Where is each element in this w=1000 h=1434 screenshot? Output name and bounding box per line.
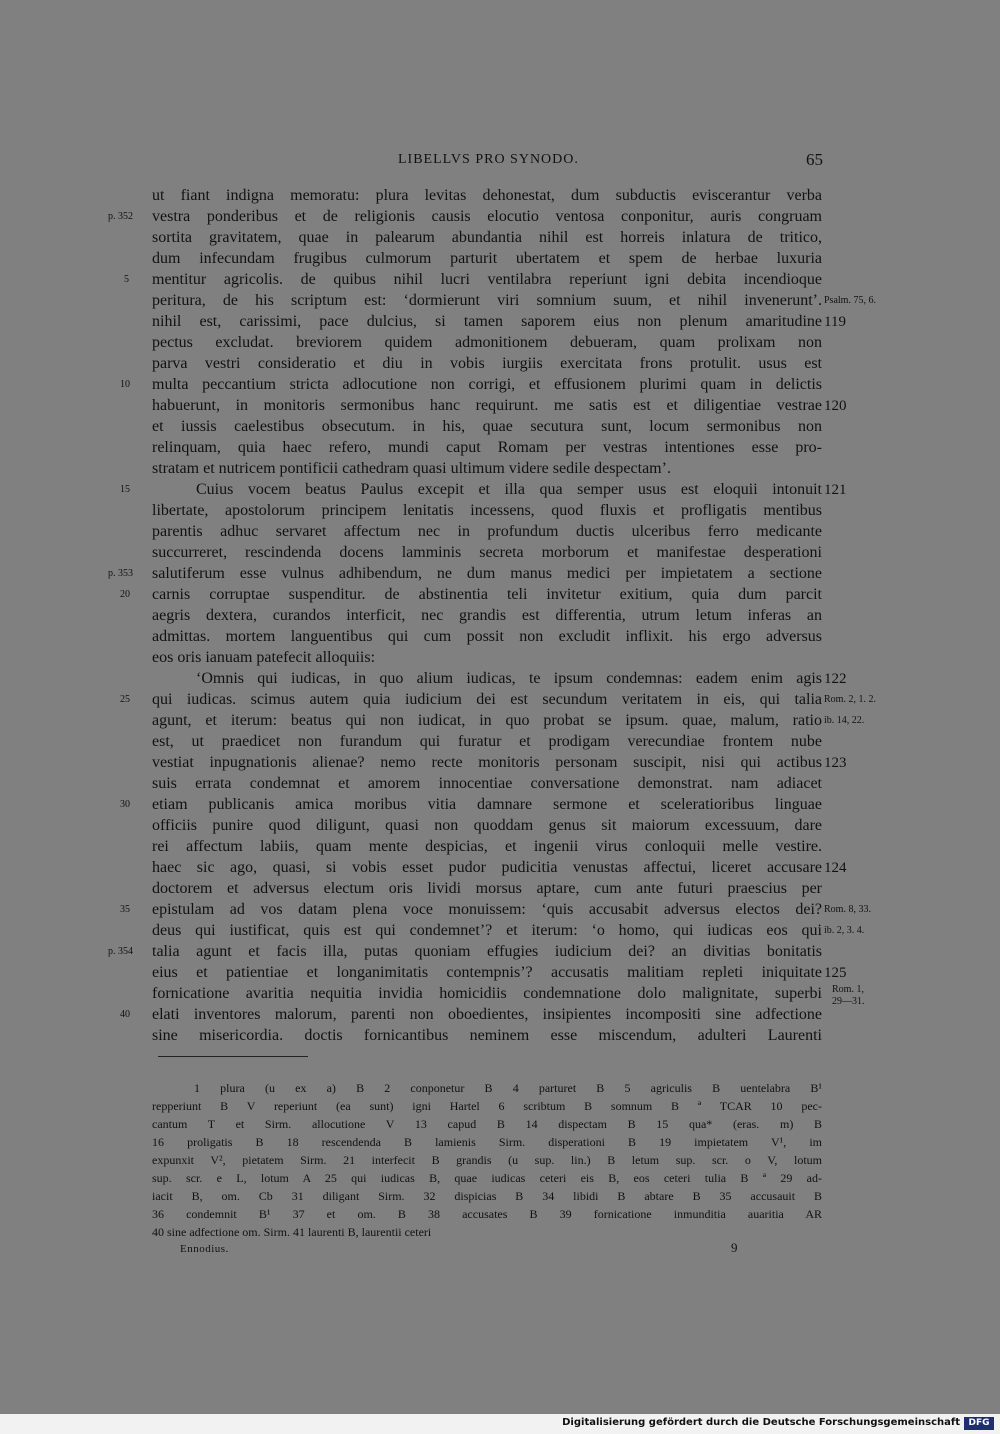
text-line: fornicatione avaritia nequitia invidia homicidiis condemnatione dolo malignitate, superbi [152, 985, 822, 1002]
section-number: 119 [824, 314, 846, 330]
text-line: parva vestri consideratio et diu in vobis iurgiis exercitata frons protulit. usus est [152, 355, 822, 372]
text-line: admittas. mortem languentibus qui cum possit non excludit inflixit. his ergo adversus [152, 628, 822, 645]
note-line: cantum T et Sirm. allocutione V 13 capud B 14 dispectam B 15 qua* (eras. m) B [152, 1117, 822, 1131]
text-line: vestiat inpugnationis alienae? nemo recte monitoris personam suscipit, nisi qui actibus [152, 754, 822, 771]
text-line: talia agunt et facis illa, putas quoniam effugies iudicium dei? an divitias bonitatis [152, 943, 822, 960]
text-line: dum infecundam frugibus culmorum parturit ubertatem et spem de herbae luxuria [152, 250, 822, 267]
note-line: 16 proligatis B 18 rescendenda B lamienis Sirm. disperationi B 19 impietatem V¹, im [152, 1135, 822, 1149]
printer-signature: Ennodius. [180, 1243, 229, 1255]
section-number: 122 [824, 671, 847, 687]
margin-bible-ref: Rom. 1, [832, 984, 864, 995]
text-line: parentis adhuc servaret affectum nec in profundum ductis ulceribus ferro medicante [152, 523, 822, 540]
margin-page-ref: p. 354 [108, 946, 133, 957]
line-number: 30 [120, 799, 130, 810]
text-line: sortita gravitatem, quae in palearum abundantia nihil est horreis inlatura de tritico, [152, 229, 822, 246]
text-line: succurreret, rescindenda docens lamminis secreta morborum et manifestae desperationi [152, 544, 822, 561]
text-line: agunt, et iterum: beatus qui non iudicat, in quo probat se ipsum. quae, malum, ratio [152, 712, 822, 729]
page-number: 65 [806, 150, 823, 169]
text-line: epistulam ad vos datam plena voce monuissem: ‘quis accusabit adversus electos dei? [152, 901, 822, 918]
section-number: 124 [824, 860, 847, 876]
line-number: 35 [120, 904, 130, 915]
text-line: elati inventores malorum, parenti non oboedientes, insipientes incompositi sine adfectione [152, 1006, 822, 1023]
text-line: officiis punire quod diligunt, quasi non quoddam genus sit maiorum excessuum, dare [152, 817, 822, 834]
text-line: vestra ponderibus et de religionis causis elocutio ventosa conponitur, auris congruam [152, 208, 822, 225]
line-number: 40 [120, 1009, 130, 1020]
margin-page-ref: p. 352 [108, 211, 133, 222]
text-line: ut fiant indigna memoratu: plura levitas dehonestat, dum subductis eviscerantur verba [152, 187, 822, 204]
footer-bar [0, 1414, 1000, 1434]
margin-page-ref: p. 353 [108, 568, 133, 579]
text-line: multa peccantium stricta adlocutione non corrigi, et effusionem plurimi quam in delictis [152, 376, 822, 393]
text-line: nihil est, carissimi, pace dulcius, si tamen saporem eius non plenum amaritudine [152, 313, 822, 330]
text-line: haec sic ago, quasi, si vobis esset pudor pudicitia venustas affectui, liceret accusare [152, 859, 822, 876]
text-line: doctorem et adversus electum oris lividi morsus aptare, cum ante futuri praescius per [152, 880, 822, 897]
note-line: 1 plura (u ex a) B 2 conponetur B 4 parturet B 5 agriculis B uentelabra B¹ [194, 1081, 822, 1095]
text-line: peritura, de his scriptum est: ‘dormierunt viri somnium suum, et nihil invenerunt’. [152, 292, 822, 309]
text-line: carnis corruptae suspenditur. de abstinentia teli invitetur exitium, quia dum parcit [152, 586, 822, 603]
note-line: 40 sine adfectione om. Sirm. 41 laurenti B, laurentii ceteri [152, 1225, 432, 1239]
margin-bible-ref: Psalm. 75, 6. [824, 295, 876, 306]
line-number: 25 [120, 694, 130, 705]
margin-bible-ref: Rom. 2, 1. 2. [824, 694, 876, 705]
text-line: salutiferum esse vulnus adhibendum, ne dum manus medici per impietatem a sectione [152, 565, 822, 582]
margin-bible-ref: 29—31. [832, 996, 865, 1007]
margin-bible-ref: ib. 2, 3. 4. [824, 925, 865, 936]
text-line: Cuius vocem beatus Paulus excepit et illa qua semper usus est eloquii intonuit [196, 481, 822, 498]
note-line: repperiunt B V reperiunt (ea sunt) igni Hartel 6 scribtum B somnum B ª TCAR 10 pec- [152, 1099, 822, 1113]
text-line: rei affectum labiis, quam mente despicias, et ingenii virus conloquii melle vestire. [152, 838, 822, 855]
footnote-rule [158, 1056, 308, 1057]
sheet-number: 9 [731, 1240, 738, 1255]
text-line: etiam publicanis amica moribus vitia damnare sermone et sceleratioribus linguae [152, 796, 822, 813]
margin-bible-ref: Rom. 8, 33. [824, 904, 871, 915]
section-number: 123 [824, 755, 847, 771]
text-line: qui iudicas. scimus autem quia iudicium dei est secundum veritatem in eis, qui talia [152, 691, 822, 708]
running-title: LIBELLVS PRO SYNODO. [398, 152, 579, 167]
text-line: deus qui iustificat, quis est qui condemnet’? et iterum: ‘o homo, qui iudicas eos qui [152, 922, 822, 939]
funding-notice: Digitalisierung gefördert durch die Deutsche Forschungsgemeinschaft [562, 1417, 960, 1428]
margin-bible-ref: ib. 14, 22. [824, 715, 865, 726]
note-line: expunxit V², pietatem Sirm. 21 interfecit B grandis (u sup. lin.) B letum sup. scr. o V, lotum [152, 1153, 822, 1167]
text-line: ‘Omnis qui iudicas, in quo alium iudicas, te ipsum condemnas: eadem enim agis [196, 670, 822, 687]
line-number: 20 [120, 589, 130, 600]
text-line: libertate, apostolorum principem lenitatis incessens, quod fluxis et profligatis mentibus [152, 502, 822, 519]
section-number: 120 [824, 398, 847, 414]
text-line: eos oris ianuam patefecit alloquiis: [152, 649, 376, 666]
text-line: habuerunt, in monitoris sermonibus hanc requirunt. me satis est et diligentiae vestrae [152, 397, 822, 414]
line-number: 15 [120, 484, 130, 495]
text-line: mentitur agricolis. de quibus nihil lucri ventilabra reperiunt igni debita incendioque [152, 271, 822, 288]
text-line: suis errata condemnat et amorem innocentiae conversatione demonstrat. nam adiacet [152, 775, 822, 792]
section-number: 121 [824, 482, 847, 498]
page-header [0, 152, 1000, 176]
note-line: 36 condemnit B¹ 37 et om. B 38 accusates B 39 fornicatione inmunditia auaritia AR [152, 1207, 822, 1221]
note-line: sup. scr. e L, lotum A 25 qui iudicas B, quae iudicas ceteri eis B, eos ceteri tulia B ª 29 ad- [152, 1171, 822, 1185]
text-line: eius et patientiae et longanimitatis contempnis’? accusatis malitiam repleti iniquitate [152, 964, 822, 981]
text-line: stratam et nutricem pontificii cathedram quasi ultimum videre sedile despectam’. [152, 460, 671, 477]
note-line: iacit B, om. Cb 31 diligant Sirm. 32 dispicias B 34 libidi B abtare B 35 accusauit B [152, 1189, 822, 1203]
text-line: et iussis caelestibus obsecutum. in his, quae secutura sunt, locum sermonibus non [152, 418, 822, 435]
text-line: relinquam, quia haec refero, mundi caput Romam per vestras intentiones esse pro- [152, 439, 822, 456]
dfg-logo: DFG [964, 1417, 994, 1430]
text-line: sine misericordia. doctis fornicantibus neminem esse miscendum, adulteri Laurenti [152, 1027, 822, 1044]
text-line: est, ut praedicet non furandum qui furatur et prodigam verecundiae frontem nube [152, 733, 822, 750]
text-line: aegris dextera, curandos interficit, nec grandis est differentia, utrum letum inferas an [152, 607, 822, 624]
line-number: 5 [124, 274, 129, 285]
section-number: 125 [824, 965, 847, 981]
line-number: 10 [120, 379, 130, 390]
text-line: pectus excludat. breviorem quidem admonitionem debueram, quam prolixam non [152, 334, 822, 351]
